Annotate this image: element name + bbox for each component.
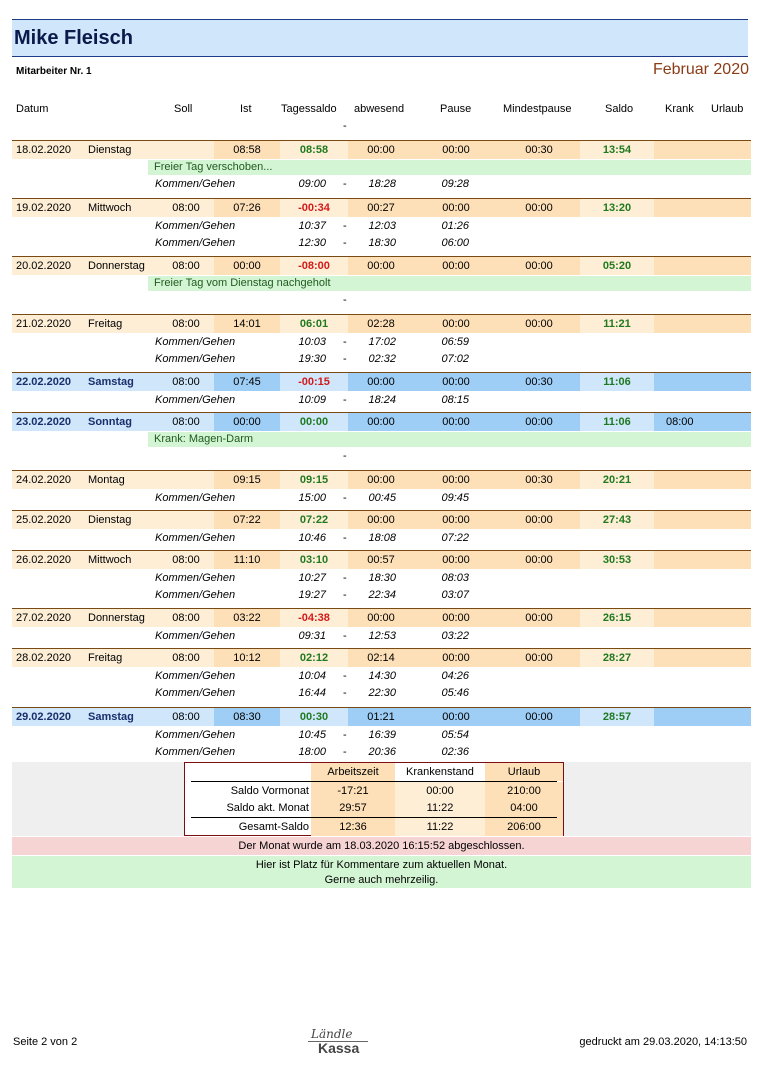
day-krank — [654, 257, 718, 275]
day-krank — [654, 141, 718, 159]
time-entry-dash: - — [343, 336, 347, 348]
day-urlaub — [718, 471, 751, 489]
time-entry-von: 10:46 — [298, 532, 326, 544]
day-ist: 00:00 — [214, 413, 280, 431]
day-abwesend: 00:57 — [348, 551, 414, 569]
time-entry-bis: 18:24 — [368, 394, 396, 406]
time-entry-dash: - — [343, 394, 347, 406]
day-saldo: 28:27 — [580, 649, 654, 667]
time-entry-von: 10:09 — [298, 394, 326, 406]
time-entry-bis: 18:30 — [368, 237, 396, 249]
summary-header-urlaub: Urlaub — [507, 766, 541, 778]
time-entry-dauer: 05:54 — [441, 729, 469, 741]
day-ist: 11:10 — [214, 551, 280, 569]
header-dash: - — [343, 120, 347, 132]
time-entry-dash: - — [343, 178, 347, 190]
day-row — [12, 412, 751, 431]
time-entry-von: 19:30 — [298, 353, 326, 365]
day-date: 19.02.2020 — [16, 202, 72, 214]
day-krank — [654, 609, 718, 627]
day-abwesend: 00:00 — [348, 511, 414, 529]
summary-akt-krankenstand: 11:22 — [426, 802, 454, 814]
day-urlaub — [718, 609, 751, 627]
time-entry-von: 15:00 — [298, 492, 326, 504]
time-entry-dash: - — [343, 746, 347, 758]
col-datum: Datum — [16, 103, 49, 115]
day-pause: 00:00 — [414, 141, 498, 159]
day-tagessaldo: -00:15 — [280, 373, 348, 391]
day-soll: 08:00 — [158, 373, 214, 391]
day-saldo: 13:54 — [580, 141, 654, 159]
day-pause: 00:00 — [414, 257, 498, 275]
day-saldo: 27:43 — [580, 511, 654, 529]
time-entry-bis: 18:30 — [368, 572, 396, 584]
day-weekday: Sonntag — [88, 416, 132, 428]
day-abwesend: 02:28 — [348, 315, 414, 333]
time-entry-dash: - — [343, 729, 347, 741]
time-entry-label: Kommen/Gehen — [155, 746, 236, 758]
day-weekday: Mittwoch — [88, 554, 132, 566]
day-mindestpause: 00:00 — [498, 609, 580, 627]
summary-table — [184, 762, 564, 836]
header-bar — [12, 19, 748, 57]
day-ist: 10:12 — [214, 649, 280, 667]
day-row — [12, 550, 751, 569]
col-ist: Ist — [240, 103, 252, 115]
time-entry-dauer: 07:02 — [441, 353, 469, 365]
col-pause: Pause — [440, 103, 472, 115]
day-ist: 00:00 — [214, 257, 280, 275]
day-urlaub — [718, 141, 751, 159]
time-entry-dauer: 09:28 — [441, 178, 469, 190]
logo-bottom: Kassa — [318, 1040, 360, 1056]
time-entry-label: Kommen/Gehen — [155, 237, 236, 249]
time-entry-bis: 12:53 — [368, 630, 396, 642]
time-entry-dash: - — [343, 589, 347, 601]
day-row — [12, 256, 751, 275]
time-entry-von: 10:03 — [298, 336, 326, 348]
time-entry-bis: 14:30 — [368, 670, 396, 682]
day-abwesend: 00:27 — [348, 199, 414, 217]
col-saldo: Saldo — [605, 103, 634, 115]
day-row — [12, 608, 751, 627]
time-entry-bis: 16:39 — [368, 729, 396, 741]
day-pause: 00:00 — [414, 199, 498, 217]
day-weekday: Montag — [88, 474, 125, 486]
time-entry-von: 10:37 — [298, 220, 326, 232]
day-saldo: 11:06 — [580, 413, 654, 431]
time-entry-dauer: 08:03 — [441, 572, 469, 584]
summary-header-krankenstand: Krankenstand — [406, 766, 474, 778]
printed-date: gedruckt am 29.03.2020, 14:13:50 — [579, 1036, 747, 1048]
day-saldo: 20:21 — [580, 471, 654, 489]
time-entry-dash: - — [343, 492, 347, 504]
summary-gesamt-krankenstand: 11:22 — [426, 821, 454, 833]
empty-entry-dash: - — [343, 450, 347, 462]
day-soll: 08:00 — [158, 315, 214, 333]
day-abwesend: 00:00 — [348, 373, 414, 391]
day-mindestpause: 00:30 — [498, 471, 580, 489]
day-tagessaldo: 00:30 — [280, 708, 348, 726]
day-mindestpause: 00:00 — [498, 315, 580, 333]
day-tagessaldo: -00:34 — [280, 199, 348, 217]
summary-vormonat-urlaub: 210:00 — [507, 785, 541, 797]
logo-top: Ländle — [311, 1027, 353, 1041]
day-saldo: 11:21 — [580, 315, 654, 333]
time-entry-dauer: 08:15 — [441, 394, 469, 406]
day-weekday: Mittwoch — [88, 202, 132, 214]
day-ist: 07:22 — [214, 511, 280, 529]
summary-label-vormonat: Saldo Vormonat — [230, 785, 309, 797]
time-entry-dash: - — [343, 353, 347, 365]
day-ist: 09:15 — [214, 471, 280, 489]
day-soll: 08:00 — [158, 551, 214, 569]
time-entry-label: Kommen/Gehen — [155, 492, 236, 504]
time-entry-von: 19:27 — [298, 589, 326, 601]
day-row — [12, 510, 751, 529]
summary-gesamt-urlaub: 206:00 — [507, 821, 541, 833]
time-entry-bis: 22:34 — [368, 589, 396, 601]
summary-header-arbeitszeit: Arbeitszeit — [327, 766, 379, 778]
day-row — [12, 648, 751, 667]
day-urlaub — [718, 649, 751, 667]
day-weekday: Dienstag — [88, 514, 132, 526]
day-tagessaldo: 02:12 — [280, 649, 348, 667]
day-abwesend: 00:00 — [348, 609, 414, 627]
day-mindestpause: 00:00 — [498, 257, 580, 275]
summary-akt-urlaub: 04:00 — [510, 802, 538, 814]
time-entry-dash: - — [343, 630, 347, 642]
time-entry-bis: 20:36 — [368, 746, 396, 758]
time-entry-dauer: 06:59 — [441, 336, 469, 348]
time-entry-von: 18:00 — [298, 746, 326, 758]
summary-vormonat-krankenstand: 00:00 — [426, 785, 454, 797]
day-date: 22.02.2020 — [16, 376, 72, 388]
time-entry-label: Kommen/Gehen — [155, 220, 236, 232]
day-urlaub — [718, 708, 751, 726]
summary-label-gesamt: Gesamt-Saldo — [238, 821, 309, 833]
day-saldo: 26:15 — [580, 609, 654, 627]
month-closed-note: Der Monat wurde am 18.03.2020 16:15:52 abgeschlossen. — [12, 837, 751, 855]
time-entry-von: 10:45 — [298, 729, 326, 741]
day-mindestpause: 00:00 — [498, 413, 580, 431]
day-date: 27.02.2020 — [16, 612, 72, 624]
day-weekday: Dienstag — [88, 144, 132, 156]
day-date: 28.02.2020 — [16, 652, 72, 664]
time-entry-dauer: 09:45 — [441, 492, 469, 504]
day-abwesend: 01:21 — [348, 708, 414, 726]
day-ist: 08:30 — [214, 708, 280, 726]
time-entry-label: Kommen/Gehen — [155, 572, 236, 584]
day-date: 25.02.2020 — [16, 514, 72, 526]
day-note: Freier Tag verschoben... — [148, 160, 751, 175]
day-ist: 07:26 — [214, 199, 280, 217]
time-entry-label: Kommen/Gehen — [155, 687, 236, 699]
day-saldo: 13:20 — [580, 199, 654, 217]
time-entry-von: 12:30 — [298, 237, 326, 249]
comment-line-2: Gerne auch mehrzeilig. — [324, 874, 439, 886]
day-pause: 00:00 — [414, 649, 498, 667]
day-pause: 00:00 — [414, 373, 498, 391]
day-mindestpause: 00:00 — [498, 551, 580, 569]
day-soll: 08:00 — [158, 609, 214, 627]
day-row — [12, 140, 751, 159]
day-saldo: 11:06 — [580, 373, 654, 391]
day-krank — [654, 373, 718, 391]
day-tagessaldo: 03:10 — [280, 551, 348, 569]
col-abwesend: abwesend — [354, 103, 405, 115]
time-entry-label: Kommen/Gehen — [155, 394, 236, 406]
time-entry-bis: 18:28 — [368, 178, 396, 190]
employee-number: Mitarbeiter Nr. 1 — [16, 66, 92, 77]
time-entry-bis: 22:30 — [368, 687, 396, 699]
comment-line-1: Hier ist Platz für Kommentare zum aktuellen Monat. — [255, 859, 508, 871]
day-weekday: Freitag — [88, 318, 123, 330]
month-comment — [12, 856, 751, 888]
day-krank — [654, 199, 718, 217]
day-urlaub — [718, 315, 751, 333]
day-urlaub — [718, 413, 751, 431]
day-urlaub — [718, 199, 751, 217]
day-row — [12, 470, 751, 489]
day-tagessaldo: -04:38 — [280, 609, 348, 627]
day-tagessaldo: 07:22 — [280, 511, 348, 529]
day-mindestpause: 00:30 — [498, 141, 580, 159]
day-date: 21.02.2020 — [16, 318, 72, 330]
day-krank — [654, 511, 718, 529]
time-entry-dash: - — [343, 572, 347, 584]
day-soll: 08:00 — [158, 199, 214, 217]
day-weekday: Samstag — [88, 376, 134, 388]
time-entry-von: 16:44 — [298, 687, 326, 699]
time-entry-dauer: 03:22 — [441, 630, 469, 642]
time-entry-label: Kommen/Gehen — [155, 532, 236, 544]
day-ist: 03:22 — [214, 609, 280, 627]
time-entry-dash: - — [343, 687, 347, 699]
day-row — [12, 314, 751, 333]
time-entry-dash: - — [343, 220, 347, 232]
day-pause: 00:00 — [414, 609, 498, 627]
day-note: Krank: Magen-Darm — [148, 432, 751, 447]
day-date: 18.02.2020 — [16, 144, 72, 156]
summary-label-akt-monat: Saldo akt. Monat — [226, 802, 309, 814]
day-pause: 00:00 — [414, 413, 498, 431]
empty-entry-dash: - — [343, 294, 347, 306]
summary-vormonat-arbeitszeit: -17:21 — [337, 785, 369, 797]
time-entry-dash: - — [343, 532, 347, 544]
day-tagessaldo: 08:58 — [280, 141, 348, 159]
day-saldo: 05:20 — [580, 257, 654, 275]
day-soll: 08:00 — [158, 413, 214, 431]
day-krank — [654, 471, 718, 489]
day-pause: 00:00 — [414, 315, 498, 333]
day-pause: 00:00 — [414, 551, 498, 569]
day-krank — [654, 551, 718, 569]
time-entry-von: 09:31 — [298, 630, 326, 642]
day-weekday: Donnerstag — [88, 612, 145, 624]
time-entry-von: 10:27 — [298, 572, 326, 584]
month-title: Februar 2020 — [652, 61, 749, 78]
day-saldo: 30:53 — [580, 551, 654, 569]
day-krank — [654, 315, 718, 333]
day-tagessaldo: 09:15 — [280, 471, 348, 489]
day-soll — [158, 141, 214, 159]
time-entry-label: Kommen/Gehen — [155, 670, 236, 682]
day-note: Freier Tag vom Dienstag nachgeholt — [148, 276, 751, 291]
day-mindestpause: 00:00 — [498, 649, 580, 667]
time-entry-dash: - — [343, 670, 347, 682]
time-entry-dauer: 03:07 — [441, 589, 469, 601]
day-soll — [158, 511, 214, 529]
day-mindestpause: 00:00 — [498, 511, 580, 529]
col-mindestpause: Mindestpause — [503, 103, 572, 115]
time-entry-dauer: 06:00 — [441, 237, 469, 249]
time-entry-von: 10:04 — [298, 670, 326, 682]
time-entry-label: Kommen/Gehen — [155, 630, 236, 642]
day-tagessaldo: 00:00 — [280, 413, 348, 431]
day-urlaub — [718, 257, 751, 275]
time-entry-bis: 17:02 — [368, 336, 396, 348]
day-tagessaldo: -08:00 — [280, 257, 348, 275]
day-mindestpause: 00:00 — [498, 708, 580, 726]
time-entry-label: Kommen/Gehen — [155, 353, 236, 365]
day-urlaub — [718, 373, 751, 391]
time-entry-dauer: 04:26 — [441, 670, 469, 682]
page-number: Seite 2 von 2 — [13, 1036, 78, 1048]
day-abwesend: 00:00 — [348, 413, 414, 431]
time-entry-label: Kommen/Gehen — [155, 729, 236, 741]
day-abwesend: 00:00 — [348, 471, 414, 489]
day-date: 20.02.2020 — [16, 260, 72, 272]
day-date: 24.02.2020 — [16, 474, 72, 486]
day-weekday: Samstag — [88, 711, 134, 723]
day-row — [12, 372, 751, 391]
day-krank — [654, 708, 718, 726]
day-ist: 07:45 — [214, 373, 280, 391]
day-weekday: Freitag — [88, 652, 123, 664]
day-date: 29.02.2020 — [16, 711, 72, 723]
day-pause: 00:00 — [414, 708, 498, 726]
time-entry-dauer: 01:26 — [441, 220, 469, 232]
day-tagessaldo: 06:01 — [280, 315, 348, 333]
time-entry-dauer: 05:46 — [441, 687, 469, 699]
day-date: 26.02.2020 — [16, 554, 72, 566]
day-krank: 08:00 — [654, 413, 718, 431]
time-entry-label: Kommen/Gehen — [155, 178, 236, 190]
time-entry-dash: - — [343, 237, 347, 249]
summary-akt-arbeitszeit: 29:57 — [339, 802, 367, 814]
col-tagessaldo: Tagessaldo — [281, 103, 337, 115]
col-krank: Krank — [665, 103, 694, 115]
day-abwesend: 00:00 — [348, 141, 414, 159]
day-ist: 08:58 — [214, 141, 280, 159]
col-urlaub: Urlaub — [711, 103, 744, 115]
summary-gesamt-arbeitszeit: 12:36 — [339, 821, 367, 833]
day-row — [12, 198, 751, 217]
time-entry-bis: 00:45 — [368, 492, 396, 504]
day-date: 23.02.2020 — [16, 416, 72, 428]
day-abwesend: 00:00 — [348, 257, 414, 275]
day-row — [12, 707, 751, 726]
time-entry-label: Kommen/Gehen — [155, 336, 236, 348]
time-entry-bis: 02:32 — [368, 353, 396, 365]
col-soll: Soll — [174, 103, 193, 115]
day-mindestpause: 00:30 — [498, 373, 580, 391]
day-soll: 08:00 — [158, 649, 214, 667]
day-ist: 14:01 — [214, 315, 280, 333]
day-soll: 08:00 — [158, 708, 214, 726]
time-entry-bis: 12:03 — [368, 220, 396, 232]
day-pause: 00:00 — [414, 511, 498, 529]
day-urlaub — [718, 551, 751, 569]
day-soll: 08:00 — [158, 257, 214, 275]
day-soll — [158, 471, 214, 489]
time-entry-dauer: 02:36 — [441, 746, 469, 758]
time-entry-von: 09:00 — [298, 178, 326, 190]
day-mindestpause: 00:00 — [498, 199, 580, 217]
day-krank — [654, 649, 718, 667]
time-entry-label: Kommen/Gehen — [155, 589, 236, 601]
day-saldo: 28:57 — [580, 708, 654, 726]
day-pause: 00:00 — [414, 471, 498, 489]
employee-name: Mike Fleisch — [14, 27, 133, 49]
day-abwesend: 02:14 — [348, 649, 414, 667]
day-urlaub — [718, 511, 751, 529]
day-weekday: Donnerstag — [88, 260, 145, 272]
time-entry-bis: 18:08 — [368, 532, 396, 544]
time-entry-dauer: 07:22 — [441, 532, 469, 544]
